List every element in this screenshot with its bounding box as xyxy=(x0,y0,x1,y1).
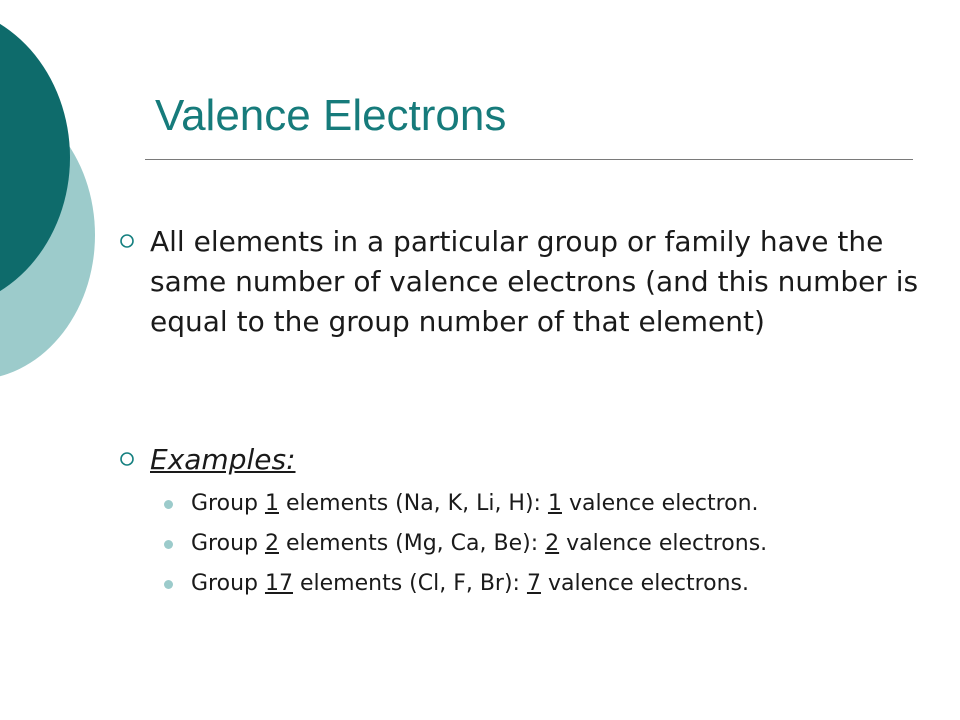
examples-heading: Examples: xyxy=(150,443,296,476)
example-item xyxy=(160,564,950,604)
example-text: Group 2 elements (Mg, Ca, Be): 2 valence electrons. xyxy=(191,531,768,556)
title-divider xyxy=(145,159,913,160)
circle-outline-bullet-icon xyxy=(118,450,138,470)
slide-title: Valence Electrons xyxy=(155,91,507,140)
example-text: Group 17 elements (Cl, F, Br): 7 valence electrons. xyxy=(191,571,750,596)
bullet-text-valence-rule: All elements in a particular group or family have the same number of valence electrons (and this number is equal to the group number of that element) xyxy=(150,225,919,338)
group-number: 1 xyxy=(264,491,279,516)
circle-outline-bullet-icon xyxy=(118,232,138,252)
dot-bullet-icon xyxy=(164,500,173,509)
examples-list xyxy=(160,484,950,604)
electron-count: 2 xyxy=(545,531,560,556)
example-item xyxy=(160,484,950,524)
group-number: 2 xyxy=(264,531,279,556)
electron-count: 1 xyxy=(547,491,562,516)
group-number: 17 xyxy=(264,571,293,596)
electron-count: 7 xyxy=(526,571,541,596)
dot-bullet-icon xyxy=(164,580,173,589)
example-text: Group 1 elements (Na, K, Li, H): 1 valence electron. xyxy=(191,491,759,516)
example-item xyxy=(160,524,950,564)
dot-bullet-icon xyxy=(164,540,173,549)
